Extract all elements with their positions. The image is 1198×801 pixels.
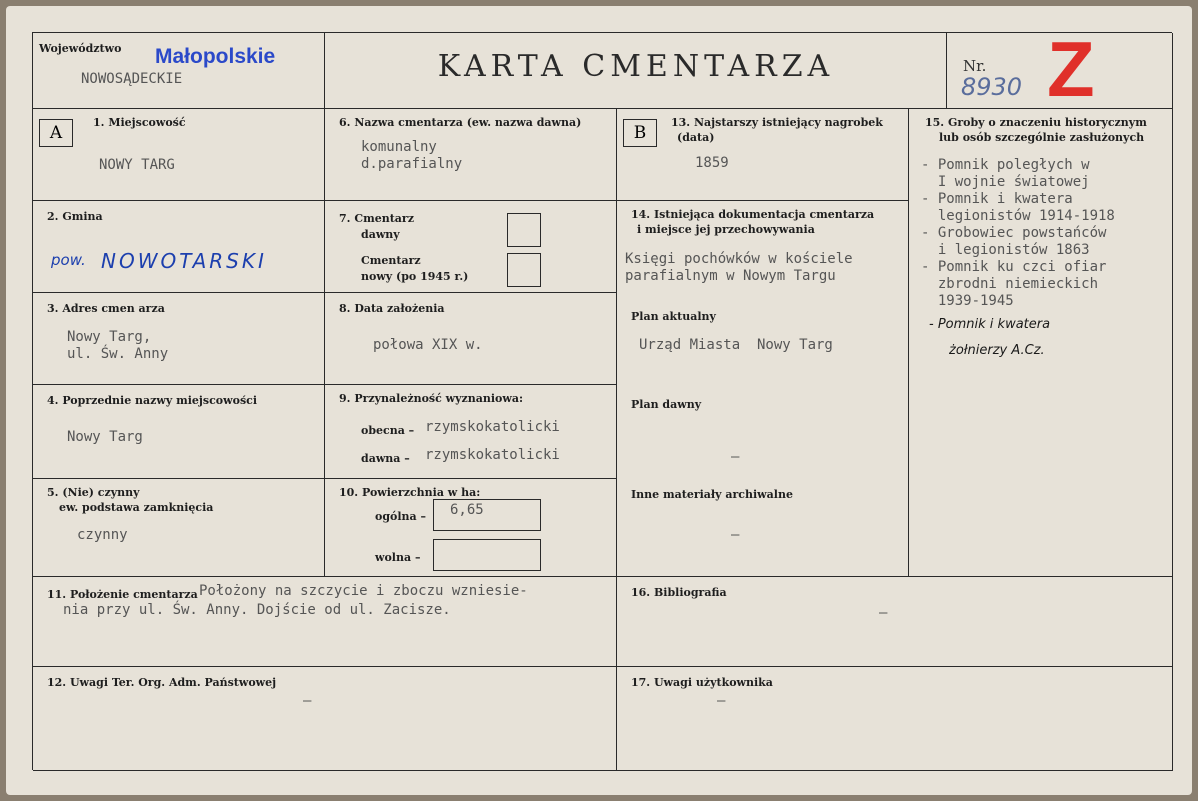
field-13-label-2: (data) <box>677 131 715 144</box>
field-9-obecna-value: rzymskokatolicki <box>425 419 560 435</box>
plan-dawny-value: – <box>731 449 740 465</box>
plan-dawny-label: Plan dawny <box>631 398 702 411</box>
field-10-ogolna-label: ogólna – <box>375 510 426 523</box>
field-7-label-4: nowy (po 1945 r.) <box>361 270 469 283</box>
field-12-value: – <box>303 693 312 709</box>
header-title-cell <box>325 33 947 109</box>
field-9-obecna-label: obecna – <box>361 424 415 437</box>
wojewodztwo-stamp: Małopolskie <box>155 45 276 68</box>
field-14-label-2: i miejsce jej przechowywania <box>637 223 815 236</box>
field-9-label: 9. Przynależność wyznaniowa: <box>339 392 524 405</box>
field-10-powierzchnia <box>325 479 617 577</box>
field-16-bibliografia <box>617 577 1173 667</box>
section-b-letter: B <box>633 123 647 143</box>
field-8-value: połowa XIX w. <box>373 337 483 353</box>
section-a-letter: A <box>49 123 63 143</box>
field-15-value: - Pomnik poległych w I wojnie światowej - Pomnik i kwatera legionistów 1914-1918 - Grobowiec powstańców i legionistów 1863 - Pomnik ku czci ofiar zbrodni niemieckich 1939-1945 <box>921 157 1115 309</box>
field-15-label-2: lub osób szczególnie zasłużonych <box>939 131 1145 144</box>
field-4-value: Nowy Targ <box>67 429 143 445</box>
nr-label: Nr. <box>963 57 987 75</box>
wojewodztwo-old-value: NOWOSĄDECKIE <box>81 71 183 87</box>
form-grid <box>32 25 1172 770</box>
field-11-label: 11. Położenie cmentarza <box>47 588 198 601</box>
section-b-box <box>623 119 657 147</box>
field-11-value-line2: nia przy ul. Św. Anny. Dojście od ul. Zacisze. <box>63 602 451 618</box>
field-14-dokumentacja <box>617 201 909 577</box>
field-10-wolna-label: wolna – <box>375 551 421 564</box>
field-15-hand-line2: żołnierzy A.Cz. <box>949 343 1045 358</box>
field-14-value: Księgi pochówków w kościele parafialnym w Nowym Targu <box>625 251 853 284</box>
field-4-label: 4. Poprzednie nazwy miejscowości <box>47 394 258 407</box>
ogolna-field[interactable] <box>433 499 541 531</box>
field-17-uwagi-uzytkownika <box>617 667 1173 771</box>
field-1-value: NOWY TARG <box>99 157 175 173</box>
field-9-dawna-label: dawna – <box>361 452 410 465</box>
wojewodztwo-label: Województwo <box>39 42 122 55</box>
field-7-cmentarz <box>325 201 617 293</box>
inne-label: Inne materiały archiwalne <box>631 488 793 501</box>
field-13-value: 1859 <box>695 155 729 171</box>
plan-aktualny-value: Urząd Miasta Nowy Targ <box>639 337 833 353</box>
header-wojewodztwo <box>33 33 325 109</box>
plan-aktualny-label: Plan aktualny <box>631 310 716 323</box>
nr-value: 8930 <box>961 73 1023 101</box>
field-13-label-1: 13. Najstarszy istniejący nagrobek <box>671 116 883 129</box>
field-7-label-3: Cmentarz <box>361 254 421 267</box>
field-2-value: NOWOTARSKI <box>101 249 267 273</box>
field-6-label: 6. Nazwa cmentarza (ew. nazwa dawna) <box>339 116 582 129</box>
field-11-polozenie <box>33 577 617 667</box>
field-7-label-1: 7. Cmentarz <box>339 212 414 225</box>
field-9-wyznanie <box>325 385 617 479</box>
field-14-label-1: 14. Istniejąca dokumentacja cmentarza <box>631 208 875 221</box>
field-2-gmina <box>33 201 325 293</box>
page-title: KARTA CMENTARZA <box>437 49 835 84</box>
field-1-label: 1. Miejscowość <box>93 116 186 129</box>
field-1-miejscowosc <box>33 109 325 201</box>
field-3-adres <box>33 293 325 385</box>
dawny-checkbox[interactable] <box>507 213 541 247</box>
field-15-hand-line1: - Pomnik i kwatera <box>929 317 1051 332</box>
field-11-value-line1: Położony na szczycie i zboczu wzniesie- <box>199 583 528 599</box>
category-mark: Z <box>1047 25 1095 113</box>
field-5-label-1: 5. (Nie) czynny <box>47 486 140 499</box>
field-6-nazwa <box>325 109 617 201</box>
section-a-box <box>39 119 73 147</box>
field-2-prefix: pow. <box>51 251 86 269</box>
field-9-dawna-value: rzymskokatolicki <box>425 447 560 463</box>
field-12-label: 12. Uwagi Ter. Org. Adm. Państwowej <box>47 676 277 689</box>
ogolna-value: 6,65 <box>450 502 484 518</box>
field-17-value: – <box>717 693 726 709</box>
field-15-label-1: 15. Groby o znaczeniu historycznym <box>925 116 1147 129</box>
inne-value: – <box>731 527 740 543</box>
field-7-label-2: dawny <box>361 228 400 241</box>
field-3-label: 3. Adres cmen arza <box>47 302 165 315</box>
field-5-czynny <box>33 479 325 577</box>
field-8-label: 8. Data założenia <box>339 302 445 315</box>
wolna-field[interactable] <box>433 539 541 571</box>
field-17-label: 17. Uwagi użytkownika <box>631 676 773 689</box>
field-2-label: 2. Gmina <box>47 210 103 223</box>
field-5-label-2: ew. podstawa zamknięcia <box>59 501 214 514</box>
nowy-checkbox[interactable] <box>507 253 541 287</box>
field-5-value: czynny <box>77 527 128 543</box>
header-nr-cell <box>947 25 1173 113</box>
field-16-value: – <box>879 605 888 621</box>
field-15-groby <box>909 109 1173 577</box>
cemetery-card <box>6 6 1192 795</box>
field-13-najstarszy-nagrobek <box>617 109 909 201</box>
field-16-label: 16. Bibliografia <box>631 586 727 599</box>
field-10-label: 10. Powierzchnia w ha: <box>339 486 481 499</box>
field-12-uwagi-ter <box>33 667 617 771</box>
field-3-value: Nowy Targ, ul. Św. Anny <box>67 329 169 362</box>
field-8-data-zalozenia <box>325 293 617 385</box>
field-4-poprzednie-nazwy <box>33 385 325 479</box>
field-6-value: komunalny d.parafialny <box>361 139 463 172</box>
